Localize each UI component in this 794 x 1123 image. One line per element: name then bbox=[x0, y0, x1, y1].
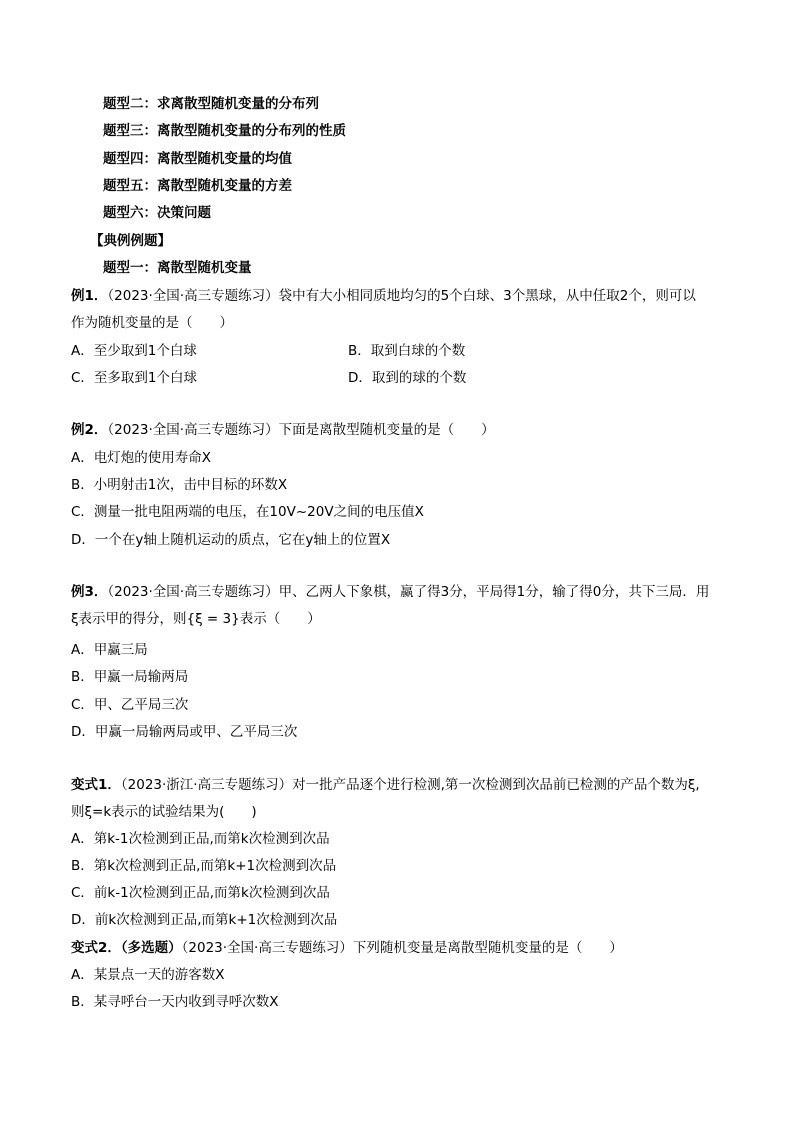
toc-item-3: 题型三：离散型随机变量的分布列的性质 bbox=[103, 123, 346, 139]
var1-option-d: D．前k次检测到正品,而第k+1次检测到次品 bbox=[71, 912, 338, 928]
toc-item-6: 题型六：决策问题 bbox=[103, 205, 211, 221]
var2-question-line1 bbox=[71, 938, 623, 958]
ex3-label: 例3． bbox=[71, 584, 108, 600]
ex2-label: 例2． bbox=[71, 422, 108, 438]
ex1-question-line1 bbox=[71, 286, 696, 306]
var1-question-line2: 则ξ=k表示的试验结果为( ) bbox=[71, 804, 257, 820]
ex3-option-c: C．甲、乙平局三次 bbox=[71, 697, 189, 713]
toc-item-2: 题型二：求离散型随机变量的分布列 bbox=[103, 96, 319, 112]
ex2-option-c: C．测量一批电阻两端的电压，在10V~20V之间的电压值X bbox=[71, 504, 424, 520]
ex2-text-line1: （2023·全国·高三专题练习）下面是离散型随机变量的是（ ） bbox=[107, 422, 495, 438]
ex3-option-a: A．甲赢三局 bbox=[71, 642, 148, 658]
ex2-option-a: A．电灯炮的使用寿命X bbox=[71, 450, 211, 466]
ex3-text-line1: （2023·全国·高三专题练习）甲、乙两人下象棋，赢了得3分，平局得1分，输了得0分，共下三局．用 bbox=[107, 584, 710, 600]
var1-option-b: B．第k次检测到正品,而第k+1次检测到次品 bbox=[71, 858, 337, 874]
section-heading: 【典例例题】 bbox=[90, 233, 171, 249]
ex3-option-d: D．甲赢一局输两局或甲、乙平局三次 bbox=[71, 724, 298, 740]
ex1-option-b: B．取到白球的个数 bbox=[348, 343, 466, 359]
ex1-question-line2: 作为随机变量的是（ ） bbox=[71, 315, 233, 331]
var2-label: 变式2．（多选题） bbox=[71, 940, 182, 956]
var1-label: 变式1． bbox=[71, 777, 121, 793]
ex2-option-b: B．小明射击1次，击中目标的环数X bbox=[71, 477, 288, 493]
var1-question-line1 bbox=[71, 775, 700, 795]
var1-option-a: A．第k-1次检测到正品,而第k次检测到次品 bbox=[71, 831, 330, 847]
var1-option-c: C．前k-1次检测到正品,而第k次检测到次品 bbox=[71, 885, 330, 901]
ex3-question-line1 bbox=[71, 582, 709, 602]
ex3-option-b: B．甲赢一局输两局 bbox=[71, 669, 189, 685]
ex1-label: 例1． bbox=[71, 288, 108, 304]
type1-heading: 题型一：离散型随机变量 bbox=[103, 260, 252, 276]
var1-text-line1: （2023·浙江·高三专题练习）对一批产品逐个进行检测,第一次检测到次品前已检测的产品个数为ξ, bbox=[120, 777, 700, 793]
var2-option-b: B．某寻呼台一天内收到寻呼次数X bbox=[71, 994, 279, 1010]
ex1-option-c: C．至多取到1个白球 bbox=[71, 370, 198, 386]
var2-option-a: A．某景点一天的游客数X bbox=[71, 967, 225, 983]
ex2-question-line1 bbox=[71, 420, 495, 440]
ex1-option-a: A．至少取到1个白球 bbox=[71, 343, 197, 359]
ex2-option-d: D．一个在y轴上随机运动的质点，它在y轴上的位置X bbox=[71, 532, 391, 548]
ex3-question-line2: ξ表示甲的得分，则{ξ = 3}表示（ ） bbox=[71, 611, 321, 627]
ex1-option-d: D．取到的球的个数 bbox=[348, 370, 467, 386]
toc-item-5: 题型五：离散型随机变量的方差 bbox=[103, 178, 292, 194]
var2-text-line1: （2023·全国·高三专题练习）下列随机变量是离散型随机变量的是（ ） bbox=[181, 940, 623, 956]
toc-item-4: 题型四：离散型随机变量的均值 bbox=[103, 151, 292, 167]
ex1-text-line1: （2023·全国·高三专题练习）袋中有大小相同质地均匀的5个白球、3个黑球，从中任取2个，则可以 bbox=[107, 288, 696, 304]
